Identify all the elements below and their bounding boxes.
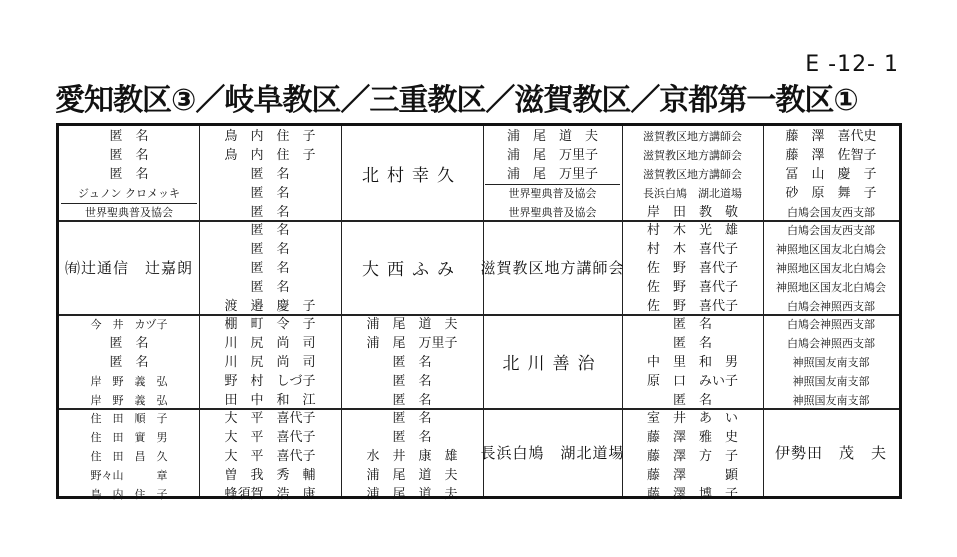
- donor-name: 浦 尾 万里子: [506, 147, 598, 163]
- donor-name: 白鳩会神照西支部: [787, 318, 875, 331]
- donor-name: 棚 町 令 子: [224, 317, 316, 332]
- column-divider: [763, 126, 764, 496]
- donor-name: 佐 野 喜代子: [646, 279, 738, 295]
- donor-name: 住 田 實 男: [90, 430, 168, 444]
- donor-name: 野々山 章: [90, 468, 168, 482]
- donor-name: 長浜白鳩 湖北道場: [643, 186, 742, 200]
- donor-name: 匿 名: [109, 129, 149, 144]
- donor-name: 匿 名: [109, 354, 149, 370]
- donor-name: 鳥 内 住 子: [224, 129, 316, 144]
- table-cell: [343, 222, 481, 312]
- donor-name: 浦 尾 万里子: [485, 166, 620, 185]
- donor-name: 匿 名: [250, 279, 290, 295]
- table-cell: [624, 316, 761, 406]
- donor-name: 川 尻 尚 司: [224, 354, 316, 370]
- donor-name: 冨 山 慶 子: [785, 166, 877, 182]
- donor-name: 匿 名: [250, 166, 290, 182]
- donor-name: 匿 名: [250, 260, 290, 276]
- donor-name-large: 長浜白鳩 湖北道場: [480, 443, 625, 462]
- donor-name: 藤 澤 喜代史: [785, 129, 877, 144]
- donor-name: 匿 名: [392, 354, 432, 370]
- donor-name: 大 平 喜代子: [224, 411, 316, 426]
- table-cell: [480, 222, 625, 312]
- table-cell: [765, 128, 897, 218]
- donor-name: 藤 澤 佐智子: [785, 147, 877, 163]
- donor-name: 村 木 喜代子: [646, 241, 738, 257]
- donor-table: [56, 123, 902, 502]
- donor-name-large: 大西ふみ: [362, 259, 462, 280]
- donor-name: 世界聖典普及協会: [508, 186, 597, 200]
- donor-name: 岸 野 義 弘: [90, 393, 168, 407]
- table-cell: [343, 316, 481, 406]
- table-cell: [201, 316, 339, 406]
- table-cell: [624, 128, 761, 218]
- donor-name: 匿 名: [672, 317, 712, 332]
- donor-name: 佐 野 喜代子: [646, 260, 738, 276]
- donor-name: 匿 名: [392, 373, 432, 389]
- table-cell: [343, 128, 481, 218]
- donor-name: 佐 野 喜代子: [646, 298, 738, 314]
- page-id: E -12- 1: [805, 52, 899, 77]
- donor-name: 鳥 内 住 子: [224, 147, 316, 163]
- donor-name: 野 村 しづ子: [224, 373, 316, 389]
- donor-name: 藤 澤 雅 史: [646, 429, 738, 445]
- table-cell: [765, 316, 897, 406]
- donor-name: 神照地区国友北白鳩会: [776, 280, 886, 294]
- donor-name: 匿 名: [109, 147, 149, 163]
- donor-name: 匿 名: [392, 411, 432, 426]
- table-cell: [765, 410, 897, 494]
- donor-name: 村 木 光 雄: [646, 223, 738, 238]
- donor-name: 神照地区国友北白鳩会: [776, 261, 886, 275]
- table-cell: [201, 410, 339, 502]
- donor-name: 匿 名: [250, 223, 290, 238]
- donor-name: 藤 澤 博 子: [646, 486, 738, 502]
- table-cell: [201, 128, 339, 218]
- column-divider: [483, 126, 484, 496]
- donor-name: 住 田 昌 久: [90, 449, 168, 463]
- donor-name: 白鳩会国友西支部: [787, 224, 875, 237]
- donor-name: ジュノン クロメッキ: [61, 185, 197, 204]
- donor-name-large: 伊勢田 茂 夫: [774, 443, 887, 462]
- donor-name: 白鳩会神照西支部: [787, 299, 875, 313]
- donor-name-large: ㈲辻通信 辻嘉朗: [64, 258, 193, 277]
- donor-name: 匿 名: [672, 335, 712, 351]
- donor-name: 滋賀教区地方講師会: [643, 167, 742, 181]
- donor-name: 世界聖典普及協会: [508, 205, 597, 219]
- table-cell: [61, 128, 197, 218]
- donor-name: 水 井 康 雄: [366, 448, 458, 464]
- donor-name: 匿 名: [672, 392, 712, 408]
- donor-name: 中 里 和 男: [646, 354, 738, 370]
- donor-name: 浦 尾 道 夫: [366, 317, 458, 332]
- donor-name: 世界聖典普及協会: [85, 205, 173, 219]
- donor-name: 匿 名: [109, 335, 149, 351]
- donor-name: 藤 澤 顕: [646, 467, 738, 483]
- donor-name: 浦 尾 道 夫: [366, 467, 458, 483]
- table-cell: [61, 410, 197, 501]
- donor-name: 浦 尾 万里子: [366, 335, 458, 351]
- table-cell: [343, 410, 481, 502]
- table-cell: [485, 316, 620, 406]
- donor-name: 大 平 喜代子: [224, 429, 316, 445]
- donor-name: 白鳩会国友西支部: [787, 205, 875, 219]
- table-cell: [485, 128, 620, 218]
- donor-name: 藤 澤 方 子: [646, 448, 738, 464]
- table-cell: [765, 222, 897, 312]
- donor-name: 岸 田 教 敬: [646, 204, 738, 220]
- column-divider: [622, 126, 623, 496]
- donor-name: 浦 尾 道 夫: [366, 486, 458, 502]
- donor-name: 大 平 喜代子: [224, 448, 316, 464]
- donor-name: 匿 名: [109, 166, 149, 182]
- donor-name: 匿 名: [250, 241, 290, 257]
- column-divider: [199, 126, 200, 496]
- donor-name: 川 尻 尚 司: [224, 335, 316, 351]
- donor-name: 今 井 カヅ子: [90, 318, 168, 331]
- donor-name: 田 中 和 江: [224, 392, 316, 408]
- donor-name: 曽 我 秀 輔: [224, 467, 316, 483]
- donor-name: 渡 邉 慶 子: [224, 298, 316, 314]
- donor-name: 原 口 みい子: [646, 373, 738, 389]
- table-cell: [624, 222, 761, 312]
- donor-name: 室 井 あ い: [646, 411, 738, 426]
- donor-name: 神照国友南支部: [792, 374, 870, 388]
- donor-name-large: 滋賀教区地方講師会: [480, 258, 625, 277]
- table-cell: [61, 222, 197, 312]
- donor-name: 鳥 内 住 子: [90, 487, 168, 501]
- donor-name: 匿 名: [250, 185, 290, 201]
- column-divider: [341, 126, 342, 496]
- donor-name: 浦 尾 道 夫: [506, 129, 598, 144]
- donor-name: 砂 原 舞 子: [785, 185, 877, 201]
- donor-name: 神照国友南支部: [792, 393, 870, 407]
- table-cell: [201, 222, 339, 312]
- donor-name: 匿 名: [250, 204, 290, 220]
- donor-name: 白鳩会神照西支部: [787, 336, 875, 350]
- donor-name-large: 北川善治: [502, 353, 603, 374]
- donor-name: 滋賀教区地方講師会: [643, 130, 742, 143]
- donor-name: 匿 名: [392, 429, 432, 445]
- page-title: 愛知教区③／岐阜教区／三重教区／滋賀教区／京都第一教区①: [55, 83, 858, 118]
- donor-name: 滋賀教区地方講師会: [643, 148, 742, 162]
- donor-name: 神照地区国友北白鳩会: [776, 242, 886, 256]
- donor-name: 神照国友南支部: [792, 355, 870, 369]
- donor-name: 岸 野 義 弘: [90, 374, 168, 388]
- table-cell: [624, 410, 761, 502]
- donor-name: 住 田 順 子: [90, 412, 168, 425]
- table-cell: [61, 316, 197, 406]
- donor-name-large: 北村幸久: [362, 165, 462, 186]
- table-cell: [480, 410, 625, 494]
- donor-name: 蜂須賀 浩 康: [224, 486, 316, 502]
- donor-name: 匿 名: [392, 392, 432, 408]
